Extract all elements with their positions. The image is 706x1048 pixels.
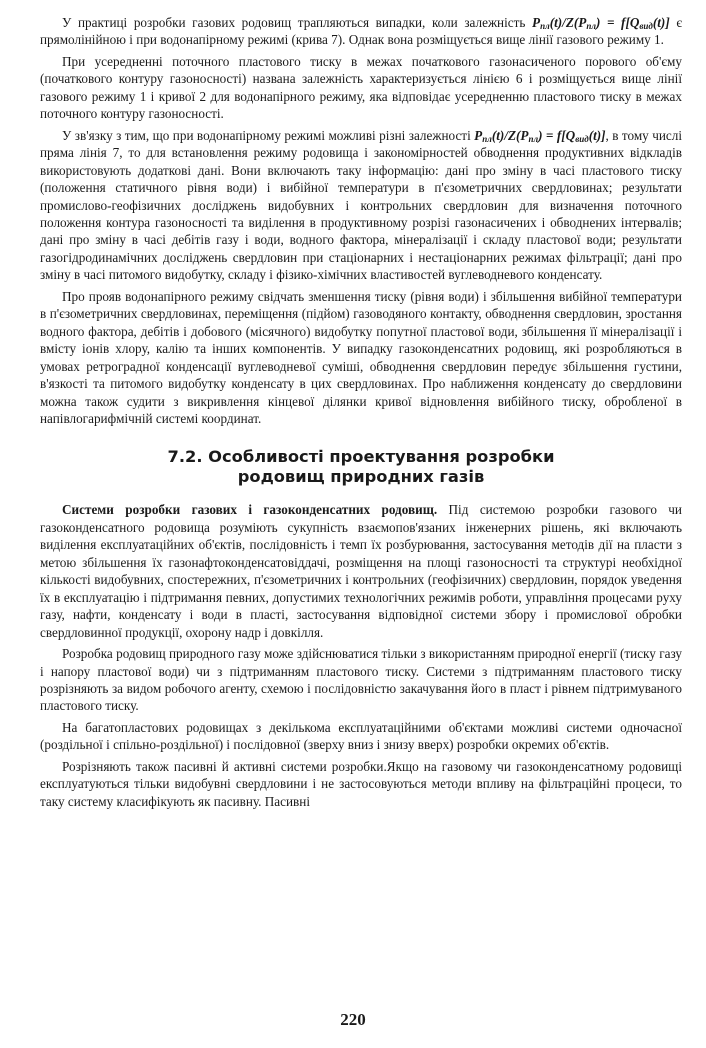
paragraph-passive-active: Розрізняють також пасивні й активні системи розробки.Якщо на газовому чи газоконденсатному родовищі експлуатуються тільки видобувні свердловини і не застосовуються методи впливу на фільтраційні процеси, то таку систему класифікують як пасивну. Пасивні: [40, 758, 682, 809]
paragraph-natural-energy: Розробка родовищ природного газу може здійснюватися тільки з використанням природної енергії (тиску газу і напору пластової води) чи з підтриманням пластового тиску. Системи з підтриманням пластового тиску розрізняють за видом робочого агенту, схемою і послідовністю закачування його в пласт і рівнем підтримуваного пластового тиску.: [40, 646, 682, 714]
section-heading-line2: родовищ природних газів: [237, 467, 485, 487]
paragraph-multilayer: На багатопластових родовищах з декількома експлуатаційними об'єктами можливі системи одночасної (роздільної і спільно-роздільної) і послідовної (зверху вниз і знизу вверх) розробки окремих об'єктів.: [40, 719, 682, 753]
paragraph-development-systems: [40, 501, 682, 641]
paragraph-water-drive-signs: Про прояв водонапірного режиму свідчать зменшення тиску (рівня води) і збільшення вибійної температури в п'єзометричних свердловинах, переміщення (підйом) газоводяного контакту, обводнення свердловин, зростання водного фактора, дебітів і добового (місячного) видобутку попутної пластової води, збільшення її мінералізації і вмісту іонів хлору, калію та інших компонентів. У випадку газоконденсатних родовищ, які розробляються в умовах ретроградної конденсації вуглеводневої суміші, обводнення свердловин передує збільшення густини, в'язкості та питомого видобутку конденсату в цих свердловинах. Про наближення конденсату до свердловини можна також судити з викривлення кінцевої ділянки кривої відновлення вибійного тиску, обробленої в напівлогарифмічній системі координат.: [40, 288, 682, 426]
paragraph-additional-data: [40, 127, 682, 284]
section-heading: [40, 427, 682, 501]
paragraph-text: є прямолінійною і при водонапірному режимі (крива 7). Однак вона розміщується вище лінії газового режиму 1.: [40, 15, 682, 48]
formula: $P_{пл}(t)/Z(P_{пл}) = f[Q_{вид}(t)]$: [532, 15, 670, 31]
section-heading-line1: 7.2. Особливості проектування розробки: [167, 447, 555, 467]
formula: $P_{пл}(t)/Z(P_{пл}) = f[Q_{вид}(t)]$: [474, 127, 606, 144]
page-number: 220: [340, 1010, 366, 1029]
paragraph-lead: Системи розробки газових і газоконденсатних родовищ.: [62, 502, 438, 518]
paragraph-text: У практиці розробки газових родовищ трапляються випадки, коли залежність: [62, 15, 533, 30]
page-body: [40, 14, 682, 810]
paragraph-averaging: При усередненні поточного пластового тиску в межах початкового газонасиченого порового об'єму (початкового контуру газоносності) названа залежність характеризується лінією 6 і розміщується вище лінії газового режиму 1 і кривої 2 для водонапірного режиму, яка відповідає усередненню пластового тиску в межах поточного контуру газоносності.: [40, 53, 682, 122]
paragraph-text: Під системою розробки газового чи газоконденсатного родовища розуміють сукупність взаємопов'язаних інженерних рішень, які включають виділення експлуатаційних об'єктів, послідовність і темп їх розбурювання, застосування методів дії на пласти з метою збільшення їх газонафтоконденсатовіддачі, розміщення на площі газоносності та структурі необхідної кількості видобувних, спостережних, п'єзометричних і контрольних (геофізичних) свердловин, порядок уведення їх в експлуатацію і підтримання певних, допустимих технологічних режимів роботи, управління процесами руху газу, нафти, конденсату і води в пласті, застосування відповідної системи збору і промислової обробки свердловинної продукції, охорону надр і довкілля.: [40, 502, 682, 640]
paragraph-linear-dependence: [40, 14, 682, 49]
paragraph-text: У зв'язку з тим, що при водонапірному режимі можливі різні залежності: [62, 127, 475, 143]
paragraph-text: , в тому числі пряма лінія 7, то для встановлення режиму родовища і закономірностей обводнення продуктивних відкладів використовують додаткові дані. Вони включають таку інформацію: дані про зміну в часі пластового тиску (положення статичного рівня води) і вибійної температури в п'єзометричних свердловинах; результати промислово-геофізичних досліджень видобувних і контрольних свердловин для визначення поточного положення контура газоносності та виділення в продуктивному розрізі газонасичених і обводнених інтервалів; дані про зміну в часі дебітів газу і води, водного фактора, мінералізації і складу пластової води; результати газогідродинамічних досліджень свердловин при стаціонарних і нестаціонарних режимах фільтрації; дані про зміну в часі питомого видобутку, складу і фізико-хімічних властивостей вуглеводневого конденсату.: [40, 127, 682, 283]
